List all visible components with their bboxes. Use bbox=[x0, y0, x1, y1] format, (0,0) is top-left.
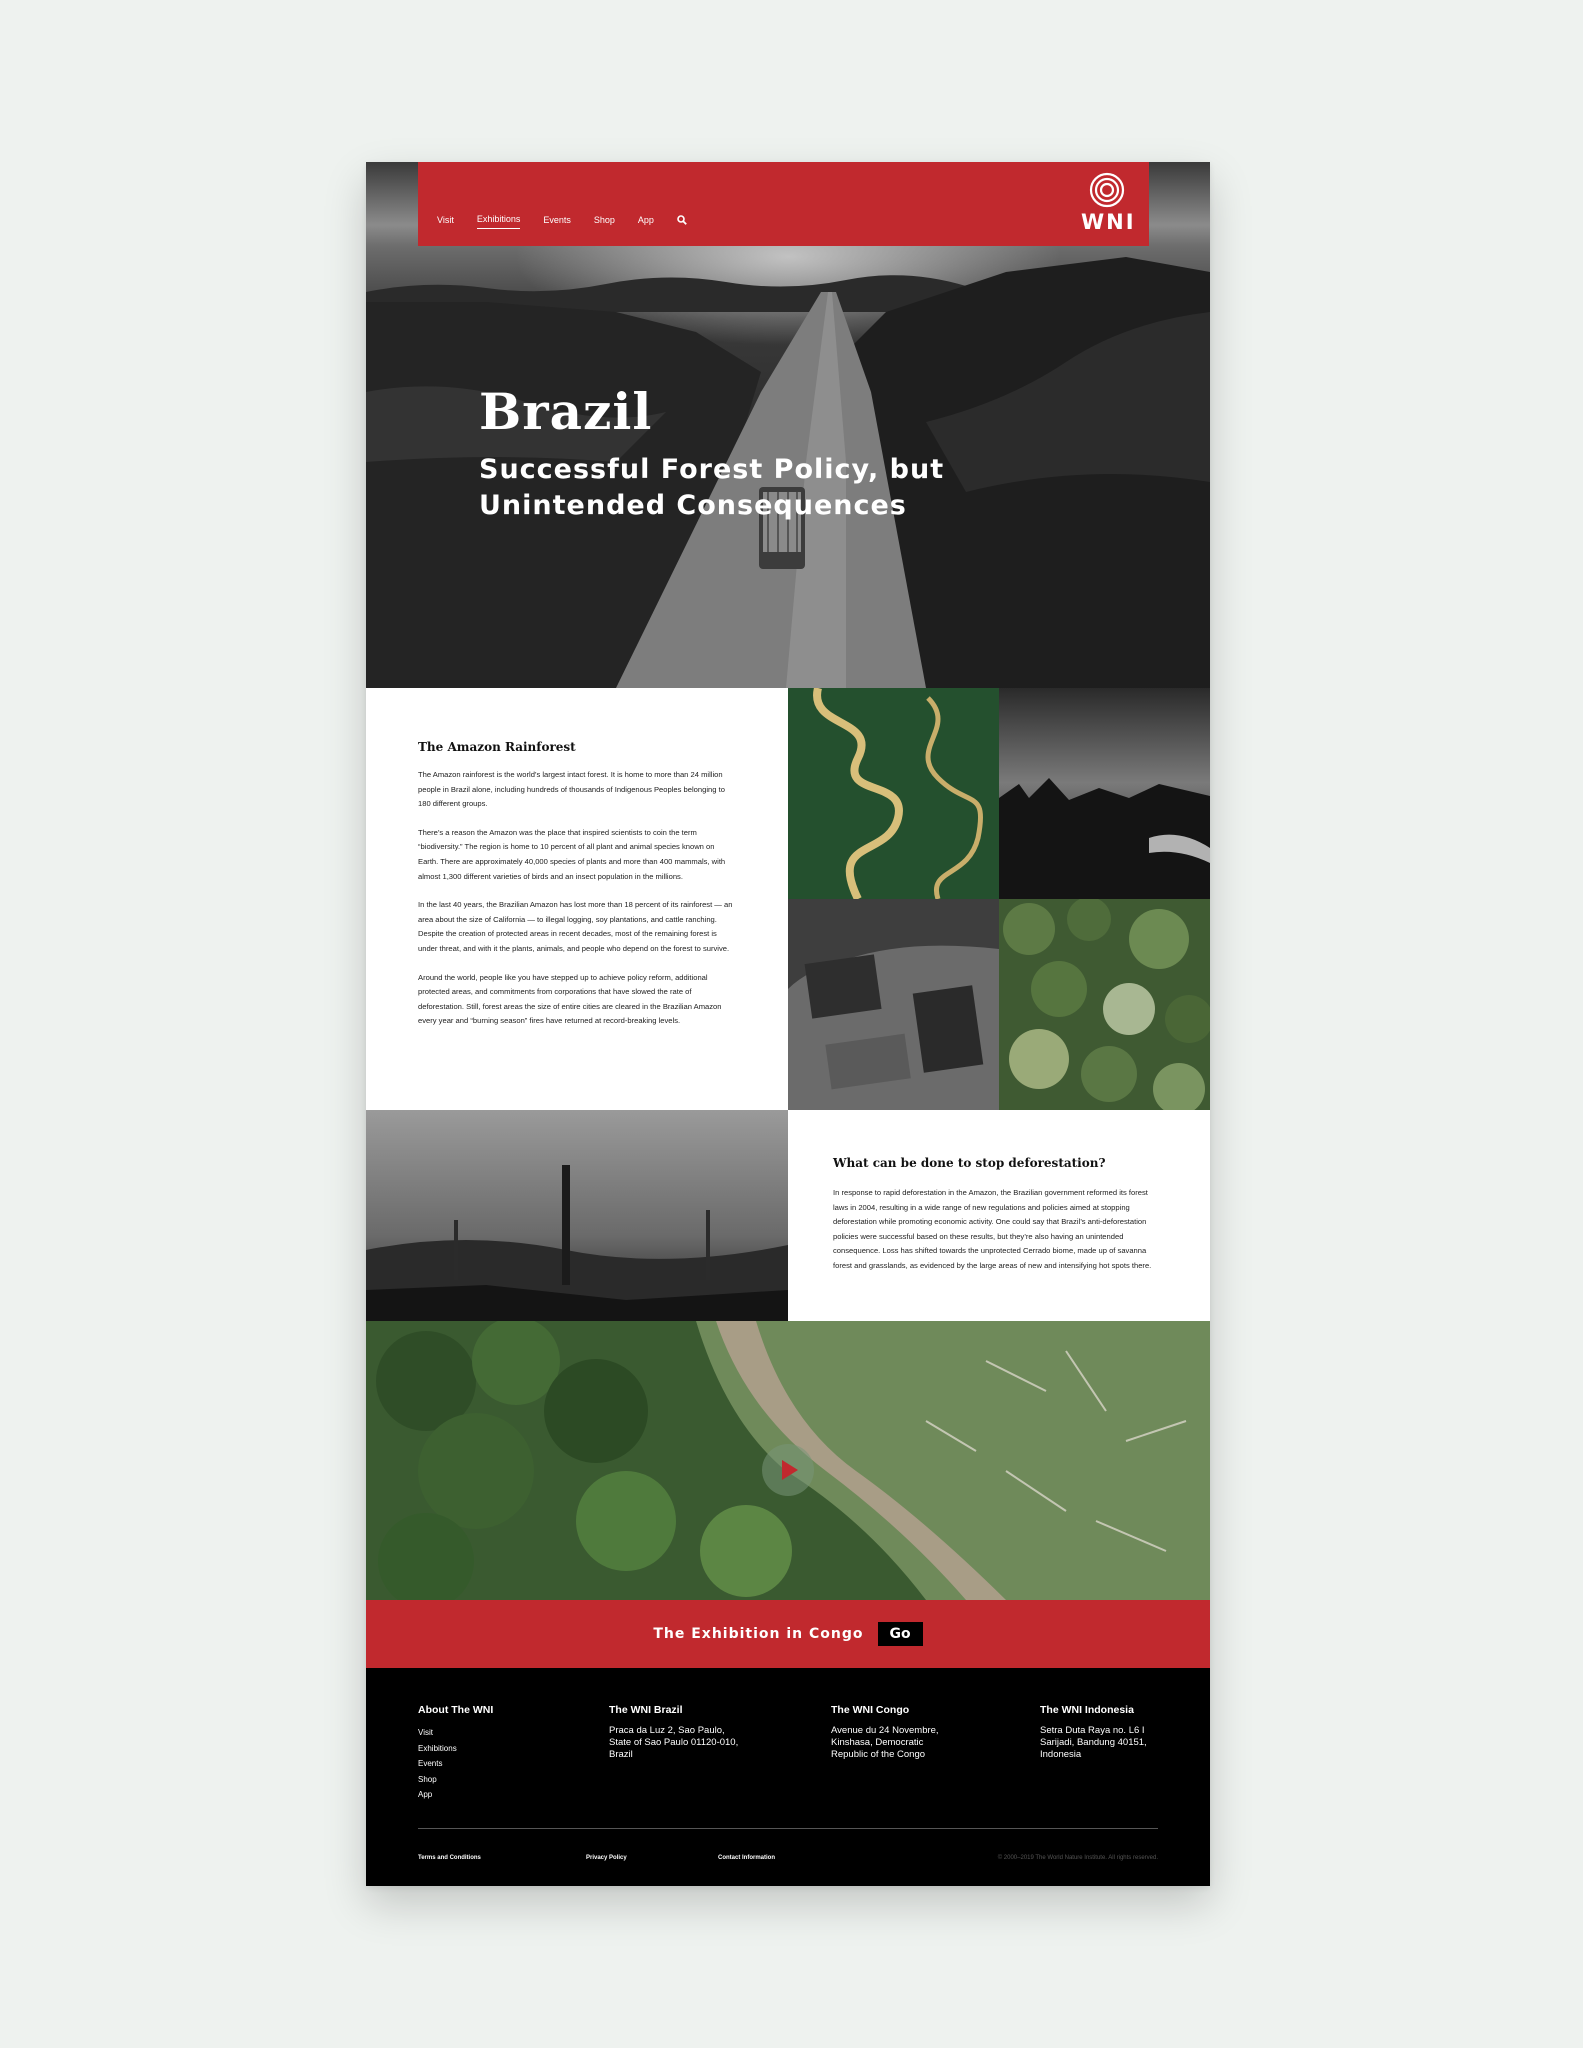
footer-link-exhibitions[interactable]: Exhibitions bbox=[418, 1743, 457, 1753]
terms-link[interactable]: Terms and Conditions bbox=[418, 1855, 481, 1861]
footer-link-shop[interactable]: Shop bbox=[418, 1774, 437, 1784]
deforestation-body bbox=[833, 1186, 1163, 1288]
top-nav bbox=[418, 162, 1149, 246]
amazon-body bbox=[418, 768, 736, 1043]
amazon-heading: The Amazon Rainforest bbox=[418, 740, 576, 754]
footer-about-heading: About The WNI bbox=[418, 1704, 494, 1716]
footer-link-app[interactable]: App bbox=[418, 1790, 433, 1800]
page-title: Brazil bbox=[479, 382, 653, 441]
nav-item-exhibitions[interactable]: Exhibitions bbox=[477, 214, 521, 229]
nav-item-app[interactable]: App bbox=[637, 214, 654, 225]
footer-link-visit[interactable]: Visit bbox=[418, 1728, 433, 1737]
page-subtitle: Successful Forest Policy, but Unintended Consequences bbox=[479, 454, 945, 521]
footer-divider bbox=[418, 1828, 1158, 1829]
contact-link[interactable]: Contact Information bbox=[718, 1855, 775, 1861]
logo-text: WNI bbox=[1081, 210, 1136, 234]
footer-indonesia-heading: The WNI Indonesia bbox=[1040, 1704, 1134, 1716]
cta-banner bbox=[366, 1600, 1210, 1668]
hero-section bbox=[366, 162, 1210, 688]
nav-item-shop[interactable]: Shop bbox=[593, 214, 615, 225]
canopy-aerial-image bbox=[999, 899, 1210, 1110]
privacy-link[interactable]: Privacy Policy bbox=[586, 1855, 627, 1861]
copyright-text: © 2000–2019 The World Nature Institute. All rights reserved. bbox=[997, 1855, 1158, 1861]
amazon-paragraph: There’s a reason the Amazon was the place that inspired scientists to coin the term “biodiversity.” The region is home to 10 percent of all plant and animal species known on Earth. There are approximately 40,000 species of plants and more than 400 mammals, with almost 1,300 different varieties of birds and an insect population in the millions. bbox=[418, 827, 726, 881]
cleared-land-image bbox=[788, 899, 999, 1110]
amazon-section bbox=[366, 688, 788, 1110]
video-player[interactable] bbox=[366, 1321, 1210, 1600]
footer-congo-heading: The WNI Congo bbox=[831, 1704, 910, 1716]
footer-about-links bbox=[418, 1725, 493, 1803]
footer bbox=[366, 1668, 1210, 1886]
amazon-paragraph: Around the world, people like you have stepped up to achieve policy reform, additional protected areas, and commitments from corporations that have slowed the rate of deforestation. Still, forest areas the size of entire cities are cleared in the Brazilian Amazon every year and “burning season” fires have returned at record-breaking levels. bbox=[418, 972, 722, 1026]
footer-congo bbox=[831, 1704, 961, 1761]
footer-indonesia bbox=[1040, 1704, 1160, 1761]
nav-links bbox=[437, 214, 687, 229]
nav-item-visit[interactable]: Visit bbox=[437, 214, 454, 225]
forest-fire-image bbox=[999, 688, 1210, 899]
search-icon[interactable] bbox=[677, 215, 687, 225]
amazon-paragraph: In the last 40 years, the Brazilian Amazon has lost more than 18 percent of its rainforest — an area about the size of California — to illegal logging, soy plantations, and cattle ranching. Despite the creation of protected areas in recent decades, most of the remaining forest is under threat, and with it the plants, animals, and people who depend on the forest to survive. bbox=[418, 900, 733, 953]
go-button[interactable]: Go bbox=[878, 1622, 923, 1646]
footer-congo-address: Avenue du 24 Novembre, Kinshasa, Democratic Republic of the Congo bbox=[831, 1725, 939, 1760]
page bbox=[366, 162, 1210, 1886]
river-aerial-image bbox=[788, 688, 999, 899]
footer-brazil bbox=[609, 1704, 739, 1761]
footer-brazil-heading: The WNI Brazil bbox=[609, 1704, 683, 1716]
burned-forest-image bbox=[366, 1110, 788, 1321]
footer-indonesia-address: Setra Duta Raya no. L6 I Sarijadi, Bandung 40151, Indonesia bbox=[1040, 1725, 1147, 1760]
footer-brazil-address: Praca da Luz 2, Sao Paulo, State of Sao Paulo 01120-010, Brazil bbox=[609, 1725, 739, 1760]
amazon-paragraph: The Amazon rainforest is the world’s largest intact forest. It is home to more than 24 million people in Brazil alone, including hundreds of thousands of Indigenous Peoples belonging to 180 different groups. bbox=[418, 770, 725, 809]
footer-about bbox=[418, 1704, 493, 1803]
deforestation-paragraph: In response to rapid deforestation in the Amazon, the Brazilian government reformed its forest laws in 2004, resulting in a wide range of new regulations and policies aimed at stopping deforestation while promoting economic activity. One could say that Brazil’s anti-deforestation policies were successful based on these results, but they’re also having an unintended consequence. Loss has shifted towards the unprotected Cerrado biome, made up of savanna forest and grasslands, as evidenced by the large areas of new and intensifying hot spots there. bbox=[833, 1188, 1152, 1270]
wni-logo[interactable] bbox=[1081, 172, 1136, 236]
deforestation-section bbox=[788, 1110, 1210, 1321]
deforestation-heading: What can be done to stop deforestation? bbox=[833, 1156, 1106, 1170]
logo-rings-icon bbox=[1081, 172, 1133, 208]
cta-text: The Exhibition in Congo bbox=[653, 1626, 864, 1642]
nav-item-events[interactable]: Events bbox=[543, 214, 571, 225]
play-button[interactable] bbox=[762, 1444, 814, 1496]
footer-link-events[interactable]: Events bbox=[418, 1759, 443, 1769]
